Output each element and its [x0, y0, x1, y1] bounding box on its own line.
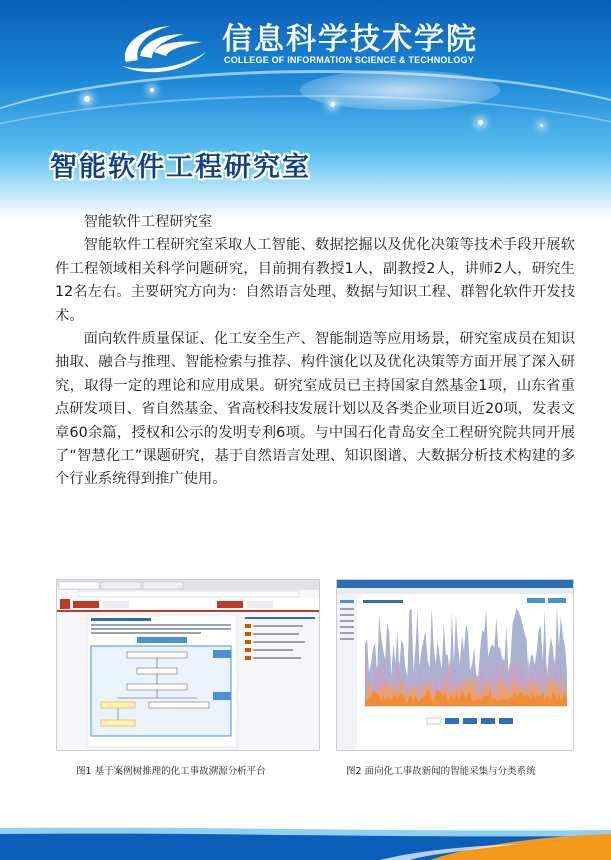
figure-1-screenshot — [56, 579, 320, 751]
paragraph: 智能软件工程研究室 — [83, 214, 213, 230]
footer-band — [0, 826, 611, 860]
article-body — [55, 211, 575, 492]
sparkle-icon — [478, 120, 483, 125]
figure-1-caption: 图1 基于案例树推理的化工事故溯源分析平台 — [76, 766, 266, 777]
sparkle-icon — [540, 124, 543, 127]
college-logo-icon — [118, 18, 208, 74]
sparkle-icon — [150, 88, 154, 92]
figure-2-screenshot — [336, 579, 574, 751]
paragraph: 面向软件质量保证、化工安全生产、智能制造等应用场景，研究室成员在知识抽取、融合与推理、智能检索与推荐、构件演化以及优化决策等方面开展了深入研究，取得一定的理论和应用成果。研究室成员已主持国家自然基金1项，山东省重点研发项目、省自然基金、省高校科技发展计划以及各类企业项目近20项，发表文章60余篇，授权和公示的发明专利6项。与中国石化青岛安全工程研究院共同开展了“智慧化工”课题研究，基于自然语言处理、知识图谱、大数据分析技术构建的多个行业系统得到推广使用。 — [55, 331, 575, 488]
figure-2-caption: 图2 面向化工事故新闻的智能采集与分类系统 — [346, 766, 536, 777]
paragraph: 智能软件工程研究室采取人工智能、数据挖掘以及优化决策等技术手段开展软件工程领域相关科学问题研究，目前拥有教授1人，副教授2人，讲师2人，研究生12名左右。主要研究方向为：自然语言处理、数据与知识工程、群智化软件开发技术。 — [55, 237, 575, 324]
sparkle-icon — [84, 96, 90, 102]
header-banner — [0, 0, 611, 220]
sparkle-icon — [330, 102, 335, 107]
college-name-en: COLLEGE OF INFORMATION SCIENCE & TECHNOLOGY — [224, 55, 474, 65]
page-title: 智能软件工程研究室 — [50, 152, 311, 183]
college-name-cn: 信息科学技术学院 — [222, 22, 478, 57]
